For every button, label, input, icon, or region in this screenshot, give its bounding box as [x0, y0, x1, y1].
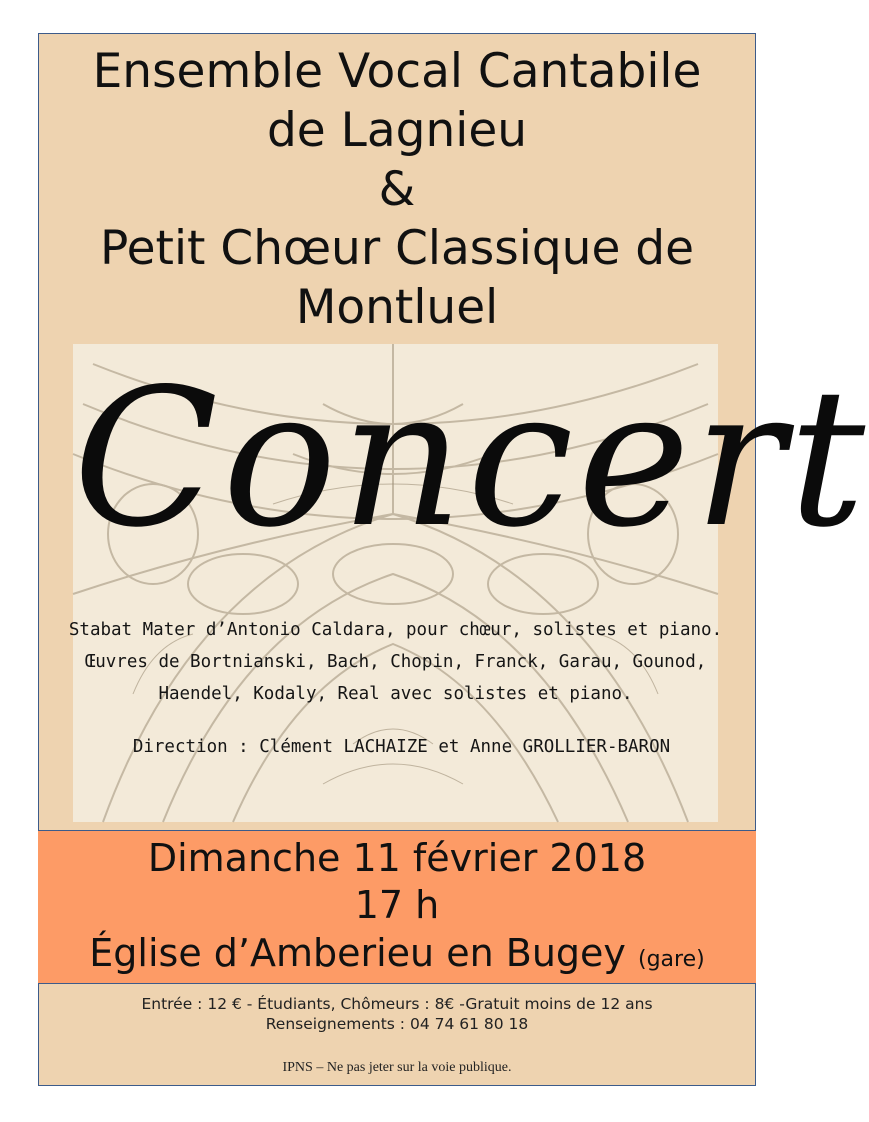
poster-heading: [39, 42, 755, 337]
program-line: Stabat Mater d’Antonio Caldara, pour chœur, solistes et piano.: [68, 620, 723, 640]
event-date: Dimanche 11 février 2018: [147, 836, 647, 880]
venue-name: Église d’Amberieu en Bugey: [89, 931, 626, 975]
concert-title: Concert: [73, 348, 869, 569]
ticket-info: [39, 994, 755, 1034]
ipns-notice: IPNS – Ne pas jeter sur la voie publique.: [282, 1060, 512, 1075]
heading-line: Ensemble Vocal Cantabile: [92, 44, 702, 99]
contact-phone: Renseignements : 04 74 61 80 18: [265, 1015, 529, 1033]
event-time: 17 h: [354, 883, 440, 927]
heading-line: Montluel: [295, 280, 499, 335]
program-line: Haendel, Kodaly, Real avec solistes et piano.: [158, 684, 633, 704]
direction-credit: Direction : Clément LACHAIZE et Anne GROLLIER-BARON: [132, 737, 671, 757]
heading-line: de Lagnieu: [266, 103, 528, 158]
entry-prices: Entrée : 12 € - Étudiants, Chômeurs : 8€ -Gratuit moins de 12 ans: [141, 995, 653, 1013]
concert-poster: [38, 33, 869, 1086]
event-details-band: [38, 830, 756, 984]
venue-note: (gare): [638, 947, 705, 972]
vault-sketch-image: [68, 344, 869, 822]
program-description: [43, 614, 748, 710]
event-venue: [38, 928, 756, 985]
program-line: Œuvres de Bortnianski, Bach, Chopin, Franck, Garau, Gounod,: [84, 652, 707, 672]
heading-line: Petit Chœur Classique de: [99, 221, 695, 276]
heading-line: &: [378, 162, 416, 217]
